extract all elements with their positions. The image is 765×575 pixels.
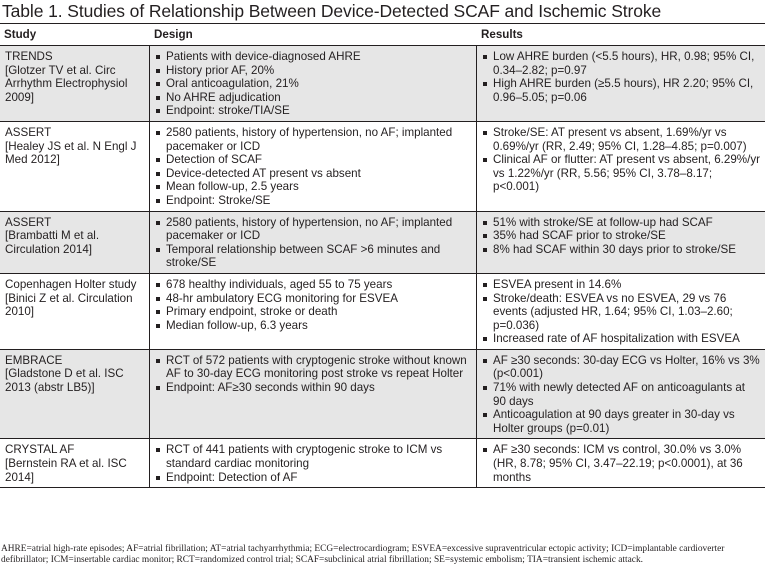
list-item: History prior AF, 20% bbox=[155, 64, 472, 78]
list-item: Oral anticoagulation, 21% bbox=[155, 77, 472, 91]
header-study: Study bbox=[4, 28, 37, 41]
list-item: Stroke/death: ESVEA vs no ESVEA, 29 vs 76 events (adjusted HR, 1.64; 95% CI, 1.03–2.60; p=0.036) bbox=[482, 292, 761, 333]
study-cell bbox=[0, 274, 149, 349]
studies-table bbox=[0, 23, 765, 488]
list-item: Median follow-up, 6.3 years bbox=[155, 319, 472, 333]
table-row bbox=[0, 438, 765, 487]
study-reference: [Glotzer TV et al. Circ Arrhythm Electrophysiol 2009] bbox=[5, 63, 128, 104]
results-cell bbox=[476, 439, 765, 487]
list-item: Endpoint: AF≥30 seconds within 90 days bbox=[155, 381, 472, 395]
study-cell bbox=[0, 122, 149, 211]
list-item: High AHRE burden (≥5.5 hours), HR 2.20; 95% CI, 0.96–5.05; p=0.06 bbox=[482, 77, 761, 104]
list-item: Mean follow-up, 2.5 years bbox=[155, 180, 472, 194]
header-design: Design bbox=[149, 24, 476, 45]
table-header-row bbox=[0, 24, 765, 45]
list-item: Device-detected AT present vs absent bbox=[155, 167, 472, 181]
results-cell bbox=[476, 122, 765, 211]
list-item: Endpoint: stroke/TIA/SE bbox=[155, 104, 472, 118]
list-item: ESVEA present in 14.6% bbox=[482, 278, 761, 292]
table-row bbox=[0, 349, 765, 439]
study-cell bbox=[0, 212, 149, 273]
study-reference: [Healey JS et al. N Engl J Med 2012] bbox=[5, 139, 137, 167]
results-cell bbox=[476, 46, 765, 121]
study-cell bbox=[0, 439, 149, 487]
list-item: 51% with stroke/SE at follow-up had SCAF bbox=[482, 216, 761, 230]
list-item: Endpoint: Detection of AF bbox=[155, 471, 472, 485]
study-name: CRYSTAL AF bbox=[5, 443, 75, 457]
study-name: ASSERT bbox=[5, 125, 52, 139]
results-cell bbox=[476, 212, 765, 273]
list-item: 2580 patients, history of hypertension, no AF; implanted pacemaker or ICD bbox=[155, 126, 472, 153]
list-item: Primary endpoint, stroke or death bbox=[155, 305, 472, 319]
list-item: 678 healthy individuals, aged 55 to 75 years bbox=[155, 278, 472, 292]
table-footnote: AHRE=atrial high-rate episodes; AF=atrial fibrillation; AT=atrial tachyarrhythmia; ECG=electrocardiogram; ESVEA=excessive supraventricular ectopic activity; ICD=implantable cardioverter defibrillator; ICM=insertable cardiac monitor; RCT=randomized control trial; SCAF=subclinical atrial fibrillation; SE=systemic embolism; TIA=transient ischemic attack. bbox=[1, 544, 725, 565]
study-reference: [Brambatti M et al. Circulation 2014] bbox=[5, 229, 100, 256]
study-reference: [Gladstone D et al. ISC 2013 (abstr LB5)] bbox=[5, 367, 124, 395]
list-item: AF ≥30 seconds: 30-day ECG vs Holter, 16% vs 3% (p<0.001) bbox=[482, 354, 761, 381]
list-item: Stroke/SE: AT present vs absent, 1.69%/yr vs 0.69%/yr (RR, 2.49; 95% CI, 1.28–4.85; p=0.007) bbox=[482, 126, 761, 153]
list-item: Endpoint: Stroke/SE bbox=[155, 194, 472, 208]
study-name: EMBRACE bbox=[5, 353, 63, 367]
list-item: RCT of 441 patients with cryptogenic stroke to ICM vs standard cardiac monitoring bbox=[155, 443, 472, 470]
results-cell bbox=[476, 350, 765, 439]
study-name: TRENDS bbox=[5, 50, 53, 63]
list-item: Increased rate of AF hospitalization with ESVEA bbox=[482, 332, 761, 346]
list-item: 71% with newly detected AF on anticoagulants at 90 days bbox=[482, 381, 761, 408]
list-item: 8% had SCAF within 30 days prior to stroke/SE bbox=[482, 243, 761, 257]
table-row bbox=[0, 273, 765, 349]
study-name: Copenhagen Holter study bbox=[5, 277, 137, 291]
list-item: AF ≥30 seconds: ICM vs control, 30.0% vs 3.0% (HR, 8.78; 95% CI, 3.47–22.19; p<0.0001), at 36 months bbox=[482, 443, 761, 484]
list-item: RCT of 572 patients with cryptogenic stroke without known AF to 30-day ECG monitoring post stroke vs repeat Holter bbox=[155, 354, 472, 381]
study-reference: [Bernstein RA et al. ISC 2014] bbox=[5, 457, 127, 484]
header-results: Results bbox=[476, 24, 765, 45]
list-item: 2580 patients, history of hypertension, no AF; implanted pacemaker or ICD bbox=[155, 216, 472, 243]
design-cell bbox=[149, 274, 476, 349]
list-item: Temporal relationship between SCAF >6 minutes and stroke/SE bbox=[155, 243, 472, 270]
list-item: Clinical AF or flutter: AT present vs absent, 6.29%/yr vs 1.22%/yr (RR, 5.56; 95% CI, 3.78–8.17; p<0.001) bbox=[482, 153, 761, 194]
design-cell bbox=[149, 122, 476, 211]
table-row bbox=[0, 211, 765, 273]
study-cell bbox=[0, 350, 149, 439]
study-name: ASSERT bbox=[5, 215, 52, 229]
design-cell bbox=[149, 46, 476, 121]
list-item: Anticoagulation at 90 days greater in 30-day vs Holter groups (p=0.01) bbox=[482, 408, 761, 435]
results-cell bbox=[476, 274, 765, 349]
list-item: 48-hr ambulatory ECG monitoring for ESVEA bbox=[155, 292, 472, 306]
list-item: Detection of SCAF bbox=[155, 153, 472, 167]
table-title: Table 1. Studies of Relationship Between Device-Detected SCAF and Ischemic Stroke bbox=[2, 1, 662, 21]
table-row bbox=[0, 45, 765, 121]
study-reference: [Binici Z et al. Circulation 2010] bbox=[5, 291, 133, 319]
design-cell bbox=[149, 350, 476, 439]
design-cell bbox=[149, 212, 476, 273]
list-item: 35% had SCAF prior to stroke/SE bbox=[482, 229, 761, 243]
design-cell bbox=[149, 439, 476, 487]
study-cell bbox=[0, 46, 149, 121]
list-item: No AHRE adjudication bbox=[155, 91, 472, 105]
table-row bbox=[0, 121, 765, 211]
list-item: Low AHRE burden (<5.5 hours), HR, 0.98; 95% CI, 0.34–2.82; p=0.97 bbox=[482, 50, 761, 77]
list-item: Patients with device-diagnosed AHRE bbox=[155, 50, 472, 64]
